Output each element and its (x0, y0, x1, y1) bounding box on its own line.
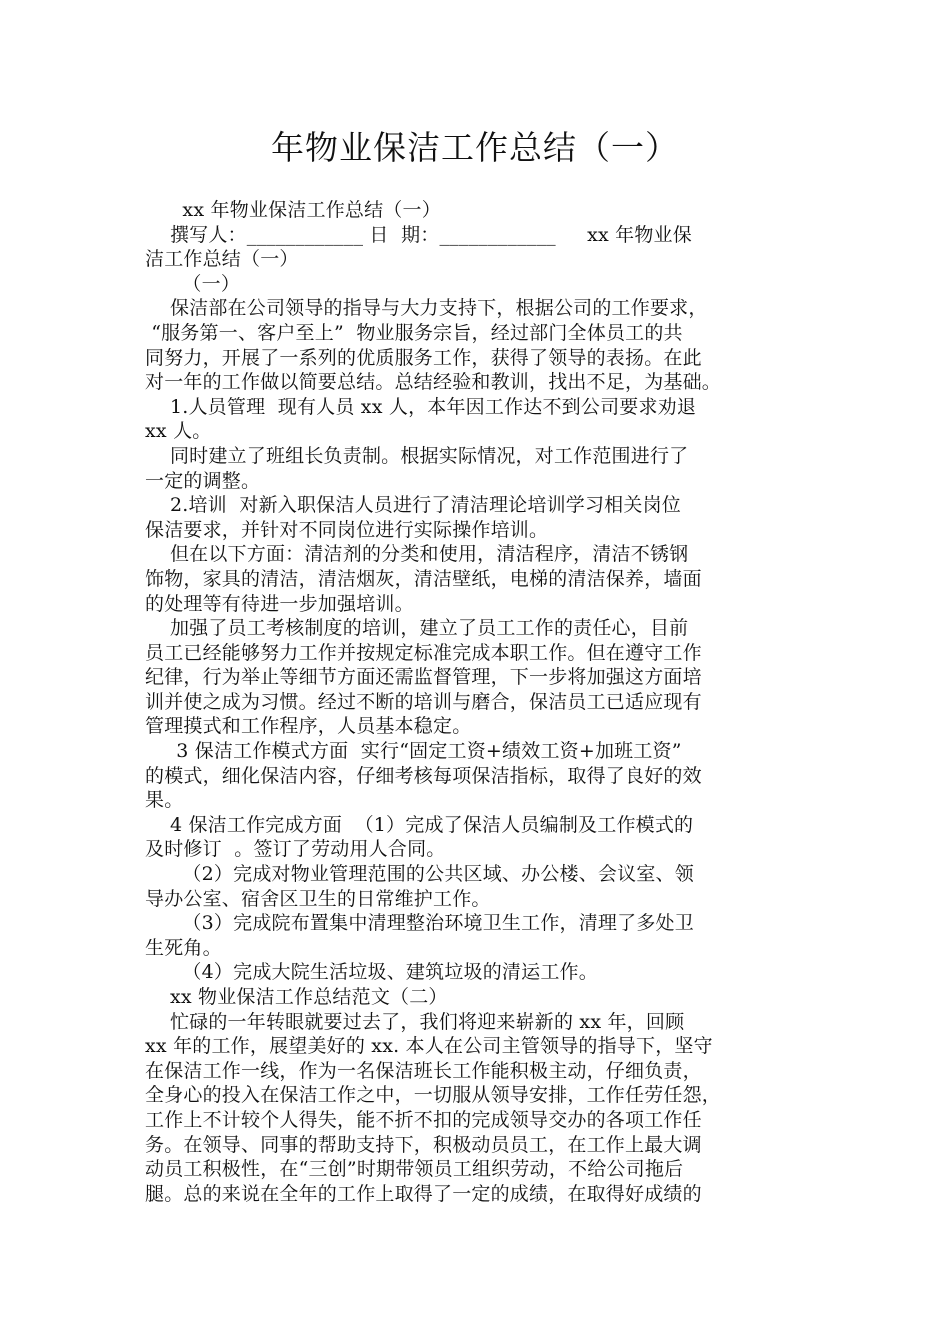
body-line: 忙碌的一年转眼就要过去了，我们将迎来崭新的 xx 年，回顾 (145, 1010, 685, 1033)
body-line: 全身心的投入在保洁工作之中，一切服从领导安排，工作任劳任怨， (145, 1084, 722, 1107)
body-line: 同努力，开展了一系列的优质服务工作，获得了领导的表扬。在此 (145, 346, 702, 369)
body-line: 员工已经能够努力工作并按规定标准完成本职工作。但在遵守工作 (145, 641, 702, 664)
body-line: 的处理等有待进一步加强培训。 (145, 592, 414, 615)
document-title: 年物业保洁工作总结（一） (271, 128, 679, 167)
body-line: 保洁要求，并针对不同岗位进行实际操作培训。 (145, 518, 549, 541)
body-line: 工作上不计较个人得失，能不折不扣的完成领导交办的各项工作任 (145, 1108, 702, 1131)
body-line: 4 保洁工作完成方面 （1）完成了保洁人员编制及工作模式的 (145, 813, 694, 836)
body-line: 撰写人：____________ 日 期：____________ xx 年物业保 (145, 223, 692, 246)
body-line: 果。 (145, 789, 184, 812)
body-line: xx 人。 (145, 420, 212, 443)
body-line: （4）完成大院生活垃圾、建筑垃圾的清运工作。 (145, 961, 598, 984)
body-line: 腿。总的来说在全年的工作上取得了一定的成绩，在取得好成绩的 (145, 1182, 702, 1205)
body-line: 管理摸式和工作程序，人员基本稳定。 (145, 715, 472, 738)
body-line: xx 年的工作，展望美好的 xx. 本人在公司主管领导的指导下，坚守 (145, 1035, 713, 1058)
body-line: 生死角。 (145, 936, 222, 959)
body-line: 2.培训 对新入职保洁人员进行了清洁理论培训学习相关岗位 (145, 494, 681, 517)
body-line: 洁工作总结（一） (145, 248, 299, 271)
body-line: 对一年的工作做以简要总结。总结经验和教训，找出不足，为基础。 (145, 371, 722, 394)
body-line: 饰物，家具的清洁，清洁烟灰，清洁壁纸，电梯的清洁保养，墙面 (145, 567, 702, 590)
body-line: 3 保洁工作模式方面 实行“固定工资+绩效工资+加班工资” (145, 740, 682, 763)
body-line: 同时建立了班组长负责制。根据实际情况，对工作范围进行了 (145, 444, 689, 467)
body-line: （一） (145, 272, 241, 295)
body-line: 1.人员管理 现有人员 xx 人，本年因工作达不到公司要求劝退 (145, 395, 697, 418)
body-line: （2）完成对物业管理范围的公共区域、办公楼、会议室、领 (145, 863, 694, 886)
body-line: 导办公室、宿舍区卫生的日常维护工作。 (145, 887, 491, 910)
document-body (145, 198, 810, 1206)
body-line: “服务第一、客户至上” 物业服务宗旨，经过部门全体员工的共 (145, 321, 683, 344)
body-line: 的模式，细化保洁内容，仔细考核每项保洁指标，取得了良好的效 (145, 764, 702, 787)
body-line: 一定的调整。 (145, 469, 261, 492)
body-line: 动员工积极性，在“三创”时期带领员工组织劳动，不给公司拖后 (145, 1158, 684, 1181)
body-line: xx 物业保洁工作总结范文（二） (145, 986, 448, 1008)
body-line: 训并使之成为习惯。经过不断的培训与磨合，保洁员工已适应现有 (145, 690, 702, 713)
body-line: 保洁部在公司领导的指导与大力支持下，根据公司的工作要求， (145, 297, 708, 320)
body-line: xx 年物业保洁工作总结（一） (145, 199, 441, 221)
body-line: 务。在领导、同事的帮助支持下，积极动员员工，在工作上最大调 (145, 1133, 702, 1156)
body-line: 及时修订 。签订了劳动用人合同。 (145, 838, 446, 861)
body-line: （3）完成院布置集中清理整治环境卫生工作，清理了多处卫 (145, 912, 694, 935)
body-line: 在保洁工作一线，作为一名保洁班长工作能积极主动，仔细负责， (145, 1059, 702, 1082)
body-line: 但在以下方面：清洁剂的分类和使用，清洁程序，清洁不锈钢 (145, 543, 689, 566)
body-line: 加强了员工考核制度的培训，建立了员工工作的责任心，目前 (145, 617, 689, 640)
body-line: 纪律，行为举止等细节方面还需监督管理，下一步将加强这方面培 (145, 666, 702, 689)
